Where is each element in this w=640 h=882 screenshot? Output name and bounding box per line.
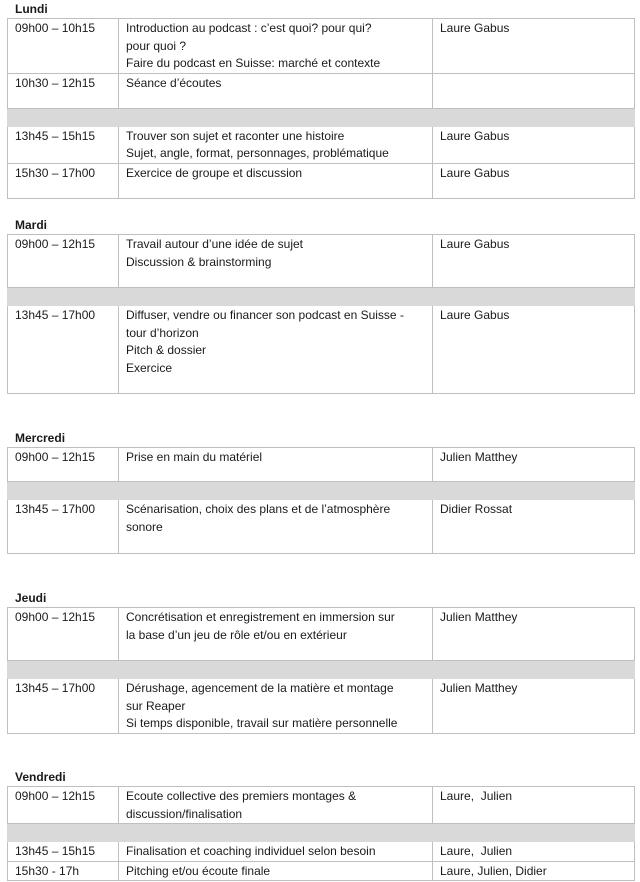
- speaker-name: Laure, Julien, Didier: [433, 861, 635, 881]
- time-slot: 09h00 – 12h15: [8, 235, 119, 288]
- break-separator: [8, 288, 635, 306]
- description-line: pour quoi ?: [126, 38, 187, 53]
- time-slot: 09h00 – 10h15: [8, 19, 119, 74]
- session-description: [119, 448, 433, 482]
- speaker-name: [433, 73, 635, 108]
- break-separator: [8, 482, 635, 500]
- time-slot: 15h30 - 17h: [8, 861, 119, 881]
- time-slot: 09h00 – 12h15: [8, 787, 119, 824]
- session-description: [119, 679, 433, 734]
- time-slot: 15h30 – 17h00: [8, 163, 119, 198]
- description-line: discussion/finalisation: [126, 806, 243, 821]
- description-line: Exercice: [126, 360, 173, 375]
- schedule-row: [8, 126, 635, 163]
- schedule-row: [8, 448, 635, 482]
- speaker-name: Laure, Julien: [433, 842, 635, 862]
- speaker-name: Laure, Julien: [433, 787, 635, 824]
- day-schedule-table: [7, 18, 635, 199]
- speaker-name: Laure Gabus: [433, 163, 635, 198]
- description-line: Ecoute collective des premiers montages &: [126, 789, 357, 803]
- time-slot: 13h45 – 17h00: [8, 679, 119, 734]
- description-line: la base d’un jeu de rôle et/ou en extérieur: [126, 627, 347, 642]
- description-line: sonore: [126, 519, 163, 534]
- description-line: Finalisation et coaching individuel selon besoin: [126, 844, 376, 858]
- session-description: [119, 787, 433, 824]
- day-title: Jeudi: [15, 591, 47, 605]
- time-slot: 09h00 – 12h15: [8, 608, 119, 661]
- day-title: Mardi: [15, 218, 48, 232]
- speaker-name: Laure Gabus: [433, 306, 635, 394]
- description-line: Travail autour d’une idée de sujet: [126, 237, 303, 251]
- description-line: Discussion & brainstorming: [126, 254, 272, 269]
- description-line: Prise en main du matériel: [126, 450, 263, 464]
- session-description: [119, 608, 433, 661]
- session-description: [119, 235, 433, 288]
- speaker-name: Laure Gabus: [433, 126, 635, 163]
- schedule-row: [8, 163, 635, 198]
- description-line: Sujet, angle, format, personnages, problématique: [126, 146, 389, 160]
- day-title: Mercredi: [15, 431, 66, 445]
- description-line: Concrétisation et enregistrement en immersion sur: [126, 610, 395, 624]
- break-separator: [8, 661, 635, 679]
- day-schedule-table: [7, 234, 635, 394]
- description-line: Introduction au podcast : c’est quoi? pour qui?: [126, 21, 372, 35]
- description-line: sur Reaper: [126, 698, 186, 713]
- schedule-row: [8, 235, 635, 288]
- time-slot: 13h45 – 15h15: [8, 842, 119, 862]
- session-description: [119, 73, 433, 108]
- schedule-row: [8, 679, 635, 734]
- speaker-name: Laure Gabus: [433, 235, 635, 288]
- description-line: Séance d’écoutes: [126, 75, 222, 90]
- description-line: Pitch & dossier: [126, 343, 207, 357]
- session-description: [119, 861, 433, 881]
- time-slot: 09h00 – 12h15: [8, 448, 119, 482]
- day-title: Vendredi: [15, 770, 66, 784]
- break-separator: [8, 108, 635, 126]
- day-title: Lundi: [15, 2, 48, 16]
- description-line: Si temps disponible, travail sur matière personnelle: [126, 716, 398, 730]
- session-description: [119, 163, 433, 198]
- schedule-row: [8, 19, 635, 74]
- description-line: Dérushage, agencement de la matière et montage: [126, 681, 394, 695]
- break-separator: [8, 824, 635, 842]
- description-line: Diffuser, vendre ou financer son podcast en Suisse -: [126, 308, 404, 322]
- time-slot: 13h45 – 15h15: [8, 126, 119, 163]
- speaker-name: Laure Gabus: [433, 19, 635, 74]
- time-slot: 10h30 – 12h15: [8, 73, 119, 108]
- speaker-name: Julien Matthey: [433, 679, 635, 734]
- description-line: Exercice de groupe et discussion: [126, 165, 303, 180]
- description-line: tour d’horizon: [126, 325, 199, 340]
- speaker-name: Didier Rossat: [433, 500, 635, 554]
- description-line: Pitching et/ou écoute finale: [126, 863, 271, 878]
- schedule-row: [8, 787, 635, 824]
- time-slot: 13h45 – 17h00: [8, 500, 119, 554]
- day-schedule-table: [7, 447, 635, 554]
- session-description: [119, 500, 433, 554]
- session-description: [119, 126, 433, 163]
- schedule-row: [8, 608, 635, 661]
- schedule-row: [8, 73, 635, 108]
- description-line: Trouver son sujet et raconter une histoire: [126, 128, 345, 143]
- speaker-name: Julien Matthey: [433, 608, 635, 661]
- schedule-row: [8, 306, 635, 394]
- description-line: Faire du podcast en Suisse: marché et contexte: [126, 56, 381, 70]
- session-description: [119, 19, 433, 74]
- schedule-row: [8, 842, 635, 862]
- time-slot: 13h45 – 17h00: [8, 306, 119, 394]
- day-schedule-table: [7, 607, 635, 734]
- schedule-row: [8, 500, 635, 554]
- description-line: Scénarisation, choix des plans et de l’atmosphère: [126, 502, 391, 516]
- session-description: [119, 842, 433, 862]
- session-description: [119, 306, 433, 394]
- day-schedule-table: [7, 786, 635, 881]
- schedule-row: [8, 861, 635, 881]
- speaker-name: Julien Matthey: [433, 448, 635, 482]
